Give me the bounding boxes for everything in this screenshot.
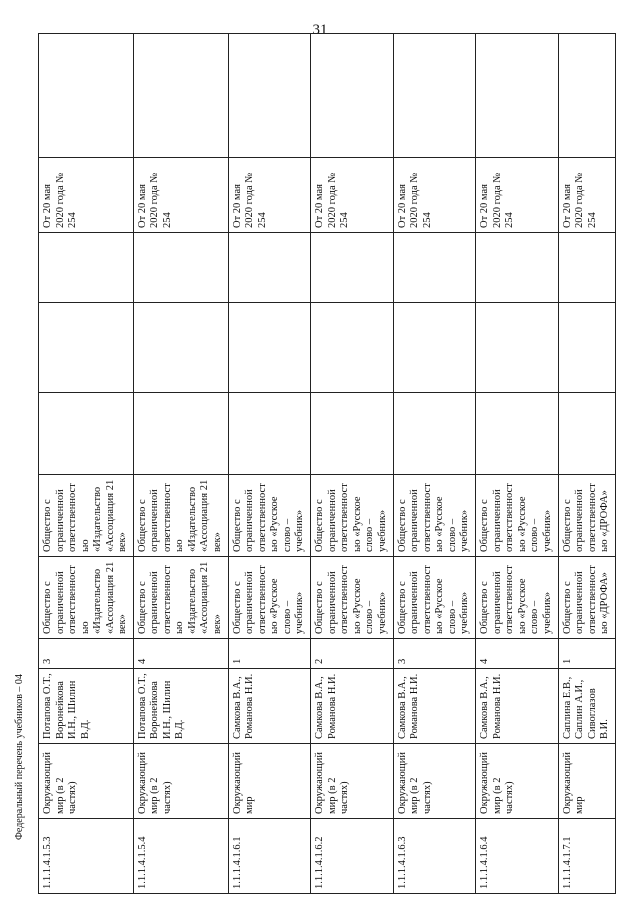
table-row — [228, 34, 310, 894]
cell-empty — [39, 393, 134, 475]
cell-rightholder: Общество с ограниченной ответственностью «Русское слово – учебник» — [311, 475, 393, 557]
cell-empty — [228, 393, 310, 475]
table-row — [476, 34, 558, 894]
cell-authors: Потапова О.Т., Воронейкова И.Н., Шилин В.Д. — [39, 669, 134, 744]
cell-authors: Потапова О.Т., Воронейкова И.Н., Шилин В.Д. — [133, 669, 228, 744]
cell-authors: Самкова В.А., Романова Н.И. — [311, 669, 393, 744]
cell-grade: 4 — [133, 639, 228, 669]
cell-empty — [558, 34, 615, 158]
table-row — [393, 34, 475, 894]
cell-order: От 20 мая 2020 года № 254 — [228, 158, 310, 233]
cell-code: 1.1.1.4.1.5.4 — [133, 819, 228, 894]
cell-subject: Окружающий мир (в 2 частях) — [133, 744, 228, 819]
cell-publisher: Общество с ограниченной ответственностью «Издательство «Ассоциация 21 век» — [39, 557, 134, 639]
cell-publisher: Общество с ограниченной ответственностью «Русское слово – учебник» — [393, 557, 475, 639]
cell-code: 1.1.1.4.1.5.3 — [39, 819, 134, 894]
cell-order: От 20 мая 2020 года № 254 — [558, 158, 615, 233]
cell-subject: Окружающий мир (в 2 частях) — [39, 744, 134, 819]
cell-empty — [39, 303, 134, 393]
cell-rightholder: Общество с ограниченной ответственностью «Русское слово – учебник» — [228, 475, 310, 557]
cell-empty — [558, 393, 615, 475]
cell-rightholder: Общество с ограниченной ответственностью «Издательство «Ассоциация 21 век» — [133, 475, 228, 557]
cell-subject: Окружающий мир (в 2 частях) — [476, 744, 558, 819]
cell-empty — [393, 34, 475, 158]
cell-code: 1.1.1.4.1.6.1 — [228, 819, 310, 894]
cell-empty — [133, 393, 228, 475]
cell-empty — [393, 233, 475, 303]
cell-grade: 4 — [476, 639, 558, 669]
cell-subject: Окружающий мир — [228, 744, 310, 819]
cell-authors: Самкова В.А., Романова Н.И. — [228, 669, 310, 744]
cell-empty — [133, 34, 228, 158]
textbook-table — [38, 33, 616, 894]
cell-grade: 3 — [39, 639, 134, 669]
cell-empty — [393, 393, 475, 475]
cell-empty — [311, 34, 393, 158]
cell-grade: 1 — [228, 639, 310, 669]
cell-empty — [476, 303, 558, 393]
cell-publisher: Общество с ограниченной ответственностью «ДРОФА» — [558, 557, 615, 639]
cell-order: От 20 мая 2020 года № 254 — [311, 158, 393, 233]
cell-publisher: Общество с ограниченной ответственностью «Русское слово – учебник» — [311, 557, 393, 639]
cell-publisher: Общество с ограниченной ответственностью «Русское слово – учебник» — [228, 557, 310, 639]
cell-order: От 20 мая 2020 года № 254 — [476, 158, 558, 233]
cell-grade: 2 — [311, 639, 393, 669]
cell-grade: 1 — [558, 639, 615, 669]
cell-empty — [476, 34, 558, 158]
cell-empty — [393, 303, 475, 393]
cell-code: 1.1.1.4.1.6.2 — [311, 819, 393, 894]
cell-empty — [311, 393, 393, 475]
cell-code: 1.1.1.4.1.6.3 — [393, 819, 475, 894]
cell-rightholder: Общество с ограниченной ответственностью «Русское слово – учебник» — [476, 475, 558, 557]
table-row — [311, 34, 393, 894]
cell-authors: Саплина Е.В., Саплин А.И., Сивоглазов В.И. — [558, 669, 615, 744]
cell-publisher: Общество с ограниченной ответственностью «Русское слово – учебник» — [476, 557, 558, 639]
cell-order: От 20 мая 2020 года № 254 — [133, 158, 228, 233]
table-row — [133, 34, 228, 894]
cell-empty — [558, 233, 615, 303]
cell-subject: Окружающий мир (в 2 частях) — [393, 744, 475, 819]
table-row — [39, 34, 134, 894]
cell-subject: Окружающий мир — [558, 744, 615, 819]
cell-grade: 3 — [393, 639, 475, 669]
cell-empty — [476, 393, 558, 475]
cell-empty — [39, 233, 134, 303]
cell-empty — [228, 34, 310, 158]
textbook-table-rotated — [38, 34, 616, 894]
cell-empty — [39, 34, 134, 158]
cell-order: От 20 мая 2020 года № 254 — [393, 158, 475, 233]
cell-order: От 20 мая 2020 года № 254 — [39, 158, 134, 233]
cell-rightholder: Общество с ограниченной ответственностью «ДРОФА» — [558, 475, 615, 557]
footer-note: Федеральный перечень учебников – 04 — [14, 674, 25, 840]
cell-empty — [133, 233, 228, 303]
cell-subject: Окружающий мир (в 2 частях) — [311, 744, 393, 819]
cell-publisher: Общество с ограниченной ответственностью «Издательство «Ассоциация 21 век» — [133, 557, 228, 639]
cell-authors: Самкова В.А., Романова Н.И. — [476, 669, 558, 744]
cell-code: 1.1.1.4.1.7.1 — [558, 819, 615, 894]
cell-authors: Самкова В.А., Романова Н.И. — [393, 669, 475, 744]
cell-rightholder: Общество с ограниченной ответственностью «Русское слово – учебник» — [393, 475, 475, 557]
page-number: 31 — [312, 22, 328, 38]
cell-empty — [311, 233, 393, 303]
cell-empty — [311, 303, 393, 393]
cell-empty — [133, 303, 228, 393]
cell-empty — [476, 233, 558, 303]
cell-code: 1.1.1.4.1.6.4 — [476, 819, 558, 894]
cell-empty — [228, 303, 310, 393]
cell-empty — [558, 303, 615, 393]
cell-empty — [228, 233, 310, 303]
cell-rightholder: Общество с ограниченной ответственностью «Издательство «Ассоциация 21 век» — [39, 475, 134, 557]
table-row — [558, 34, 615, 894]
